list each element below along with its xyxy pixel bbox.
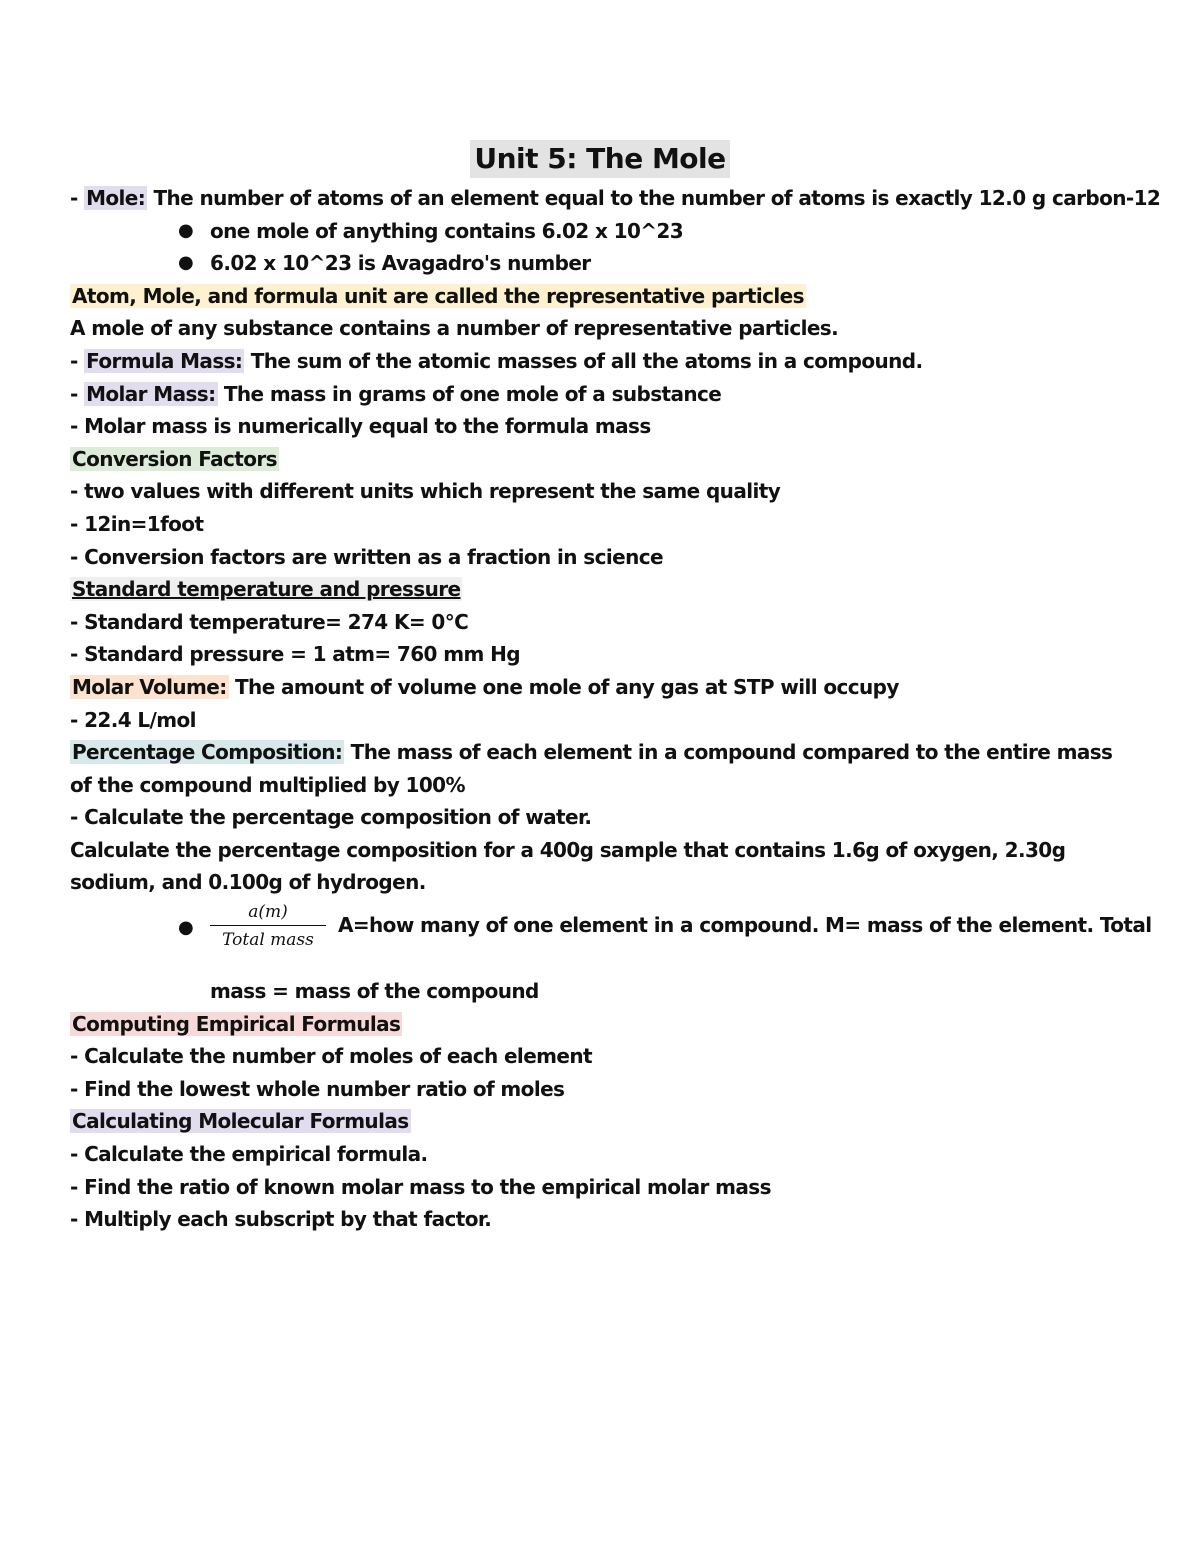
bullet-icon: ● (178, 219, 194, 241)
fraction-numerator: a(m) (210, 901, 326, 926)
title-row (70, 140, 1130, 182)
molar-mass-definition (70, 378, 1130, 411)
rep-particles-line (70, 280, 1130, 313)
term-mole: Mole: (86, 186, 146, 210)
term-formula-mass: Formula Mass: (86, 348, 243, 373)
molecular-heading: Calculating Molecular Formulas (72, 1109, 409, 1134)
paragraph: Calculate the percentage composition for a 400g sample that contains 1.6g of oxygen, 2.30g sodium, and 0.100g of hydrogen. (70, 837, 1066, 895)
list-item: - Standard pressure = 1 atm= 760 mm Hg (70, 642, 520, 667)
document-page (70, 140, 1161, 1236)
definition-text: The mass of each element in a compound compared to the entire mass of the compound multiplied by 100% (70, 740, 1113, 797)
bullet-item (70, 247, 1130, 280)
term-molar-mass: Molar Mass: (86, 381, 216, 406)
dash: - (70, 348, 85, 373)
fraction-denominator: Total mass (222, 930, 314, 951)
list-item: - Calculate the number of moles of each element (70, 1044, 592, 1069)
conversion-heading: Conversion Factors (72, 446, 277, 471)
list-item: - Calculate the empirical formula. (70, 1142, 428, 1167)
stp-heading-line (70, 573, 1130, 606)
rep-particles-note: A mole of any substance contains a number of representative particles. (70, 316, 839, 341)
list-item: - Calculate the percentage composition of water. (70, 805, 592, 830)
list-item: - Find the ratio of known molar mass to the empirical molar mass (70, 1174, 771, 1199)
definition-text: The number of atoms of an element equal to the number of atoms is exactly 12.0 g carbon-12 (147, 186, 1161, 210)
rep-particles-highlight: Atom, Mole, and formula unit are called the representative particles (72, 283, 804, 308)
list-item: - Find the lowest whole number ratio of moles (70, 1076, 565, 1101)
bullet-text: one mole of anything contains 6.02 x 10^23 (210, 218, 684, 243)
bullet-icon: ● (178, 917, 194, 939)
mole-definition (70, 182, 1161, 215)
molecular-heading-line (70, 1105, 1130, 1138)
molar-volume-definition (70, 671, 1130, 704)
empirical-heading-line (70, 1008, 1130, 1041)
list-item: - Standard temperature= 274 K= 0°C (70, 609, 469, 634)
list-item: - Conversion factors are written as a fraction in science (70, 544, 663, 569)
formula-explanation: A=how many of one element in a compound. M= mass of the element. Total (338, 913, 1152, 938)
percent-composition-definition (70, 736, 1130, 801)
formula-mass-definition (70, 345, 1130, 378)
list-item: - two values with different units which represent the same quality (70, 479, 781, 504)
bullet-item (70, 215, 1130, 248)
definition-text: The sum of the atomic masses of all the atoms in a compound. (244, 348, 923, 373)
formula-continuation: mass = mass of the compound (210, 979, 539, 1004)
formula-bullet (70, 901, 1152, 975)
bullet-icon: ● (178, 252, 194, 274)
dash: - (70, 186, 85, 210)
definition-text: The amount of volume one mole of any gas at STP will occupy (228, 674, 899, 699)
list-item: - 12in=1foot (70, 511, 204, 536)
fraction (210, 901, 326, 952)
list-item: - 22.4 L/mol (70, 707, 196, 732)
term-percent-composition: Percentage Composition: (72, 740, 343, 765)
bullet-text: 6.02 x 10^23 is Avagadro's number (210, 251, 591, 276)
empirical-heading: Computing Empirical Formulas (72, 1011, 401, 1036)
list-item: - Multiply each subscript by that factor. (70, 1207, 492, 1232)
conversion-heading-line (70, 443, 1130, 476)
page-title: Unit 5: The Mole (470, 140, 729, 178)
definition-text: The mass in grams of one mole of a substance (217, 381, 722, 406)
term-molar-volume: Molar Volume: (72, 674, 227, 699)
stp-heading: Standard temperature and pressure (72, 577, 461, 602)
dash: - (70, 381, 85, 406)
molar-mass-note: - Molar mass is numerically equal to the formula mass (70, 414, 651, 439)
